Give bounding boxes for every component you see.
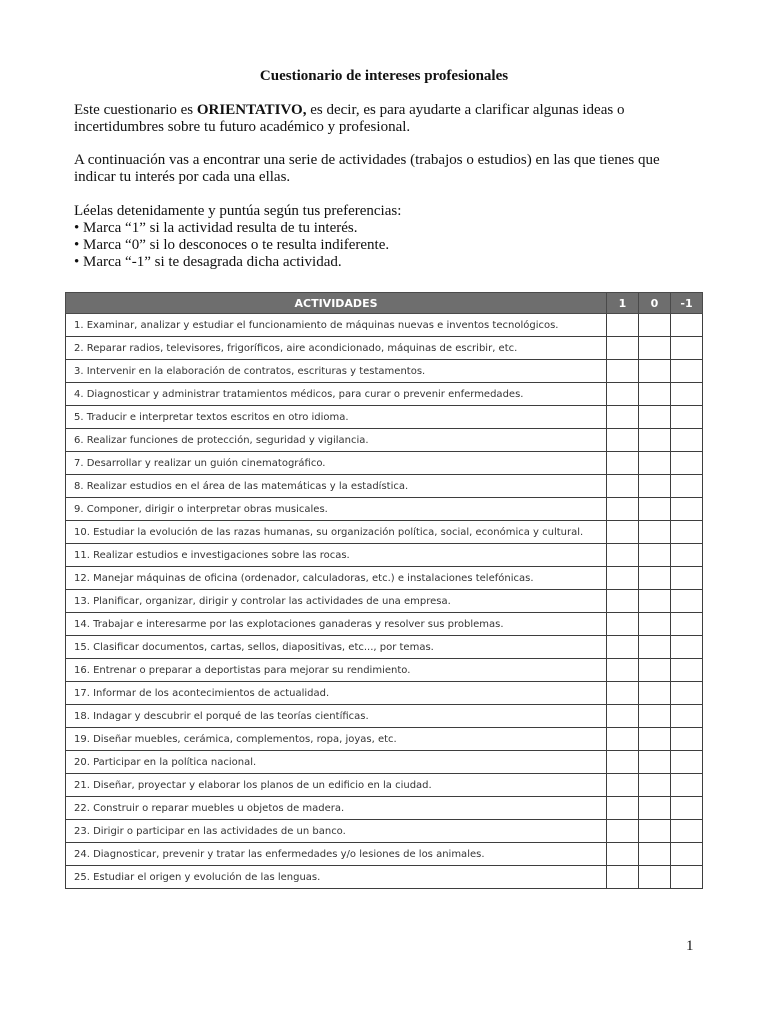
table-row: [66, 521, 703, 544]
activity-text: 5. Traducir e interpretar textos escritos en otro idioma.: [66, 406, 607, 429]
activity-text: 15. Clasificar documentos, cartas, sellos, diapositivas, etc..., por temas.: [66, 636, 607, 659]
score-0-cell[interactable]: [639, 544, 671, 567]
score-minus-1-cell[interactable]: [671, 498, 703, 521]
instructions: [74, 203, 694, 271]
score-minus-1-cell[interactable]: [671, 613, 703, 636]
table-row: [66, 866, 703, 889]
activity-text: 2. Reparar radios, televisores, frigoríficos, aire acondicionado, máquinas de escribir, etc.: [66, 337, 607, 360]
score-1-cell[interactable]: [607, 728, 639, 751]
score-0-cell[interactable]: [639, 521, 671, 544]
header-score-0: 0: [639, 293, 671, 314]
table-row: [66, 567, 703, 590]
score-0-cell[interactable]: [639, 590, 671, 613]
table-row: [66, 429, 703, 452]
score-1-cell[interactable]: [607, 659, 639, 682]
table-row: [66, 590, 703, 613]
header-score-minus-1: -1: [671, 293, 703, 314]
score-1-cell[interactable]: [607, 337, 639, 360]
score-0-cell[interactable]: [639, 705, 671, 728]
activity-text: 20. Participar en la política nacional.: [66, 751, 607, 774]
score-0-cell[interactable]: [639, 728, 671, 751]
table-row: [66, 797, 703, 820]
score-minus-1-cell[interactable]: [671, 406, 703, 429]
activity-text: 11. Realizar estudios e investigaciones sobre las rocas.: [66, 544, 607, 567]
score-minus-1-cell[interactable]: [671, 866, 703, 889]
score-minus-1-cell[interactable]: [671, 774, 703, 797]
instruction-bullet: • Marca “1” si la actividad resulta de tu interés.: [74, 220, 358, 236]
score-1-cell[interactable]: [607, 567, 639, 590]
activity-text: 17. Informar de los acontecimientos de actualidad.: [66, 682, 607, 705]
activity-text: 9. Componer, dirigir o interpretar obras musicales.: [66, 498, 607, 521]
score-1-cell[interactable]: [607, 774, 639, 797]
score-0-cell[interactable]: [639, 314, 671, 337]
activity-text: 25. Estudiar el origen y evolución de las lenguas.: [66, 866, 607, 889]
score-0-cell[interactable]: [639, 613, 671, 636]
score-minus-1-cell[interactable]: [671, 751, 703, 774]
score-minus-1-cell[interactable]: [671, 843, 703, 866]
score-1-cell[interactable]: [607, 521, 639, 544]
score-0-cell[interactable]: [639, 659, 671, 682]
score-1-cell[interactable]: [607, 498, 639, 521]
table-row: [66, 406, 703, 429]
score-1-cell[interactable]: [607, 475, 639, 498]
score-0-cell[interactable]: [639, 360, 671, 383]
score-1-cell[interactable]: [607, 843, 639, 866]
score-minus-1-cell[interactable]: [671, 429, 703, 452]
score-minus-1-cell[interactable]: [671, 659, 703, 682]
activity-text: 1. Examinar, analizar y estudiar el funcionamiento de máquinas nuevas e inventos tecnológicos.: [66, 314, 607, 337]
intro-text: Este cuestionario es: [74, 102, 197, 118]
score-1-cell[interactable]: [607, 452, 639, 475]
score-0-cell[interactable]: [639, 751, 671, 774]
activity-text: 19. Diseñar muebles, cerámica, complementos, ropa, joyas, etc.: [66, 728, 607, 751]
activity-text: 7. Desarrollar y realizar un guión cinematográfico.: [66, 452, 607, 475]
score-0-cell[interactable]: [639, 475, 671, 498]
score-1-cell[interactable]: [607, 544, 639, 567]
activity-text: 6. Realizar funciones de protección, seguridad y vigilancia.: [66, 429, 607, 452]
activity-text: 13. Planificar, organizar, dirigir y controlar las actividades de una empresa.: [66, 590, 607, 613]
score-1-cell[interactable]: [607, 636, 639, 659]
score-1-cell[interactable]: [607, 797, 639, 820]
table-row: [66, 682, 703, 705]
score-0-cell[interactable]: [639, 429, 671, 452]
score-minus-1-cell[interactable]: [671, 475, 703, 498]
score-1-cell[interactable]: [607, 406, 639, 429]
activity-text: 12. Manejar máquinas de oficina (ordenador, calculadoras, etc.) e instalaciones telefónicas.: [66, 567, 607, 590]
table-row: [66, 728, 703, 751]
score-0-cell[interactable]: [639, 797, 671, 820]
intro-paragraph-2: A continuación vas a encontrar una serie de actividades (trabajos o estudios) en las que tienes que indicar tu interés por cada una ellas.: [74, 152, 660, 185]
activity-text: 21. Diseñar, proyectar y elaborar los planos de un edificio en la ciudad.: [66, 774, 607, 797]
table-row: [66, 383, 703, 406]
activity-text: 8. Realizar estudios en el área de las matemáticas y la estadística.: [66, 475, 607, 498]
score-minus-1-cell[interactable]: [671, 452, 703, 475]
activity-text: 22. Construir o reparar muebles u objetos de madera.: [66, 797, 607, 820]
score-0-cell[interactable]: [639, 820, 671, 843]
table-row: [66, 475, 703, 498]
table-row: [66, 544, 703, 567]
table-row: [66, 452, 703, 475]
score-0-cell[interactable]: [639, 498, 671, 521]
score-0-cell[interactable]: [639, 866, 671, 889]
table-row: [66, 613, 703, 636]
activity-text: 18. Indagar y descubrir el porqué de las teorías científicas.: [66, 705, 607, 728]
score-minus-1-cell[interactable]: [671, 797, 703, 820]
score-1-cell[interactable]: [607, 820, 639, 843]
score-1-cell[interactable]: [607, 383, 639, 406]
table-row: [66, 751, 703, 774]
score-minus-1-cell[interactable]: [671, 705, 703, 728]
score-1-cell[interactable]: [607, 429, 639, 452]
table-row: [66, 843, 703, 866]
instruction-bullet: • Marca “0” si lo desconoces o te resulta indiferente.: [74, 237, 390, 253]
score-1-cell[interactable]: [607, 613, 639, 636]
page-number: 1: [686, 938, 694, 954]
score-0-cell[interactable]: [639, 452, 671, 475]
score-minus-1-cell[interactable]: [671, 682, 703, 705]
score-minus-1-cell[interactable]: [671, 314, 703, 337]
score-1-cell[interactable]: [607, 360, 639, 383]
activity-text: 23. Dirigir o participar en las actividades de un banco.: [66, 820, 607, 843]
score-0-cell[interactable]: [639, 636, 671, 659]
score-0-cell[interactable]: [639, 682, 671, 705]
score-minus-1-cell[interactable]: [671, 521, 703, 544]
score-0-cell[interactable]: [639, 567, 671, 590]
table-row: [66, 774, 703, 797]
table-row: [66, 636, 703, 659]
score-minus-1-cell[interactable]: [671, 337, 703, 360]
instructions-lead: Léelas detenidamente y puntúa según tus preferencias:: [74, 203, 402, 219]
table-row: [66, 659, 703, 682]
table-row: [66, 705, 703, 728]
score-0-cell[interactable]: [639, 383, 671, 406]
score-1-cell[interactable]: [607, 682, 639, 705]
score-minus-1-cell[interactable]: [671, 820, 703, 843]
intro-paragraph-1: [74, 102, 694, 136]
table-header-row: [66, 293, 703, 314]
activities-table: [65, 292, 703, 889]
activity-text: 16. Entrenar o preparar a deportistas para mejorar su rendimiento.: [66, 659, 607, 682]
activity-text: 4. Diagnosticar y administrar tratamientos médicos, para curar o prevenir enfermedades.: [66, 383, 607, 406]
table-row: [66, 337, 703, 360]
intro-text-continued: es decir, es para ayudarte a clarificar algunas ideas o incertidumbres sobre tu futuro académico y profesional.: [74, 102, 625, 135]
score-minus-1-cell[interactable]: [671, 728, 703, 751]
score-0-cell[interactable]: [639, 774, 671, 797]
table-row: [66, 820, 703, 843]
score-1-cell[interactable]: [607, 705, 639, 728]
score-1-cell[interactable]: [607, 314, 639, 337]
score-minus-1-cell[interactable]: [671, 567, 703, 590]
score-minus-1-cell[interactable]: [671, 636, 703, 659]
activity-text: 14. Trabajar e interesarme por las explotaciones ganaderas y resolver sus problemas.: [66, 613, 607, 636]
activity-text: 24. Diagnosticar, prevenir y tratar las enfermedades y/o lesiones de los animales.: [66, 843, 607, 866]
score-minus-1-cell[interactable]: [671, 590, 703, 613]
document-title: Cuestionario de intereses profesionales: [259, 68, 509, 84]
header-activities: ACTIVIDADES: [66, 293, 607, 314]
instruction-bullet: • Marca “-1” si te desagrada dicha actividad.: [74, 254, 342, 270]
header-score-1: 1: [607, 293, 639, 314]
score-0-cell[interactable]: [639, 337, 671, 360]
score-1-cell[interactable]: [607, 751, 639, 774]
score-minus-1-cell[interactable]: [671, 360, 703, 383]
score-minus-1-cell[interactable]: [671, 383, 703, 406]
score-0-cell[interactable]: [639, 843, 671, 866]
table-row: [66, 498, 703, 521]
score-1-cell[interactable]: [607, 866, 639, 889]
score-minus-1-cell[interactable]: [671, 544, 703, 567]
activity-text: 10. Estudiar la evolución de las razas humanas, su organización política, social, económica y cultural.: [66, 521, 607, 544]
table-row: [66, 314, 703, 337]
activity-text: 3. Intervenir en la elaboración de contratos, escrituras y testamentos.: [66, 360, 607, 383]
intro-emphasis: ORIENTATIVO,: [196, 102, 307, 118]
score-0-cell[interactable]: [639, 406, 671, 429]
table-row: [66, 360, 703, 383]
score-1-cell[interactable]: [607, 590, 639, 613]
